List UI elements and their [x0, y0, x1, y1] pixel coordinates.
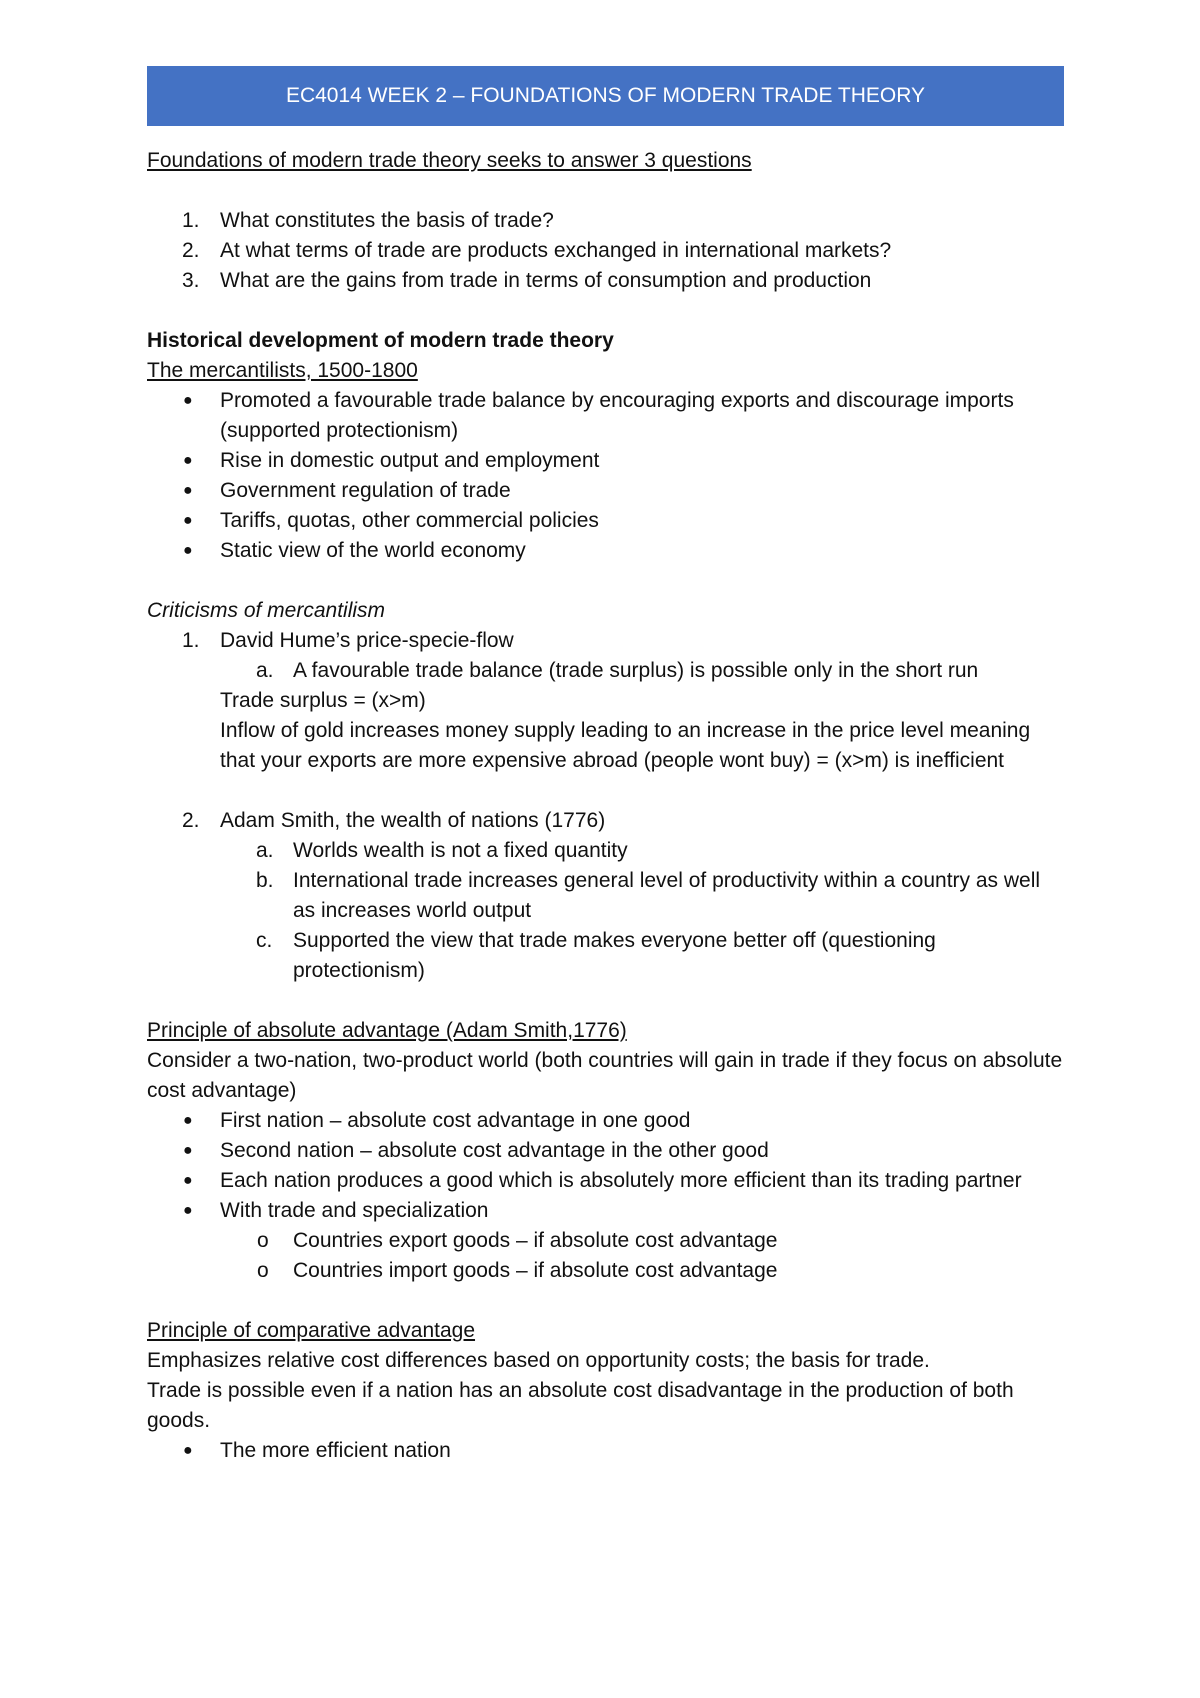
- mercantilist-bullet-5: ● Static view of the world economy: [147, 536, 1067, 566]
- smith-point-b: b. International trade increases general level of productivity within a country as well as increases world output: [147, 866, 1067, 926]
- smith-point-a: a. Worlds wealth is not a fixed quantity: [147, 836, 1067, 866]
- bullet-icon: ●: [183, 512, 193, 529]
- mercantilist-bullet-2: ● Rise in domestic output and employment: [147, 446, 1067, 476]
- trade-surplus-note: Trade surplus = (x>m): [220, 689, 426, 712]
- bullet-icon: ●: [183, 392, 193, 409]
- list-letter: a.: [256, 659, 274, 682]
- question-2: 2. At what terms of trade are products exchanged in international markets?: [147, 236, 1067, 266]
- circle-bullet-icon: o: [257, 1259, 269, 1282]
- bullet-icon: ●: [183, 1202, 193, 1219]
- absolute-bullet-4: ● With trade and specialization: [147, 1196, 1067, 1226]
- comparative-advantage-heading: Principle of comparative advantage: [147, 1319, 476, 1342]
- list-letter: a.: [256, 839, 274, 862]
- absolute-bullet-1: ● First nation – absolute cost advantage in one good: [147, 1106, 1067, 1136]
- absolute-sub-bullet-1: o Countries export goods – if absolute cost advantage: [147, 1226, 1067, 1256]
- list-number: 2.: [182, 239, 200, 262]
- mercantilist-bullet-4: ● Tariffs, quotas, other commercial policies: [147, 506, 1067, 536]
- list-number: 1.: [182, 209, 200, 232]
- bullet-icon: ●: [183, 452, 193, 469]
- bullet-icon: ●: [183, 542, 193, 559]
- absolute-advantage-intro: Consider a two-nation, two-product world (both countries will gain in trade if they focus on absolute cost advantage): [147, 1049, 1063, 1102]
- list-number: 2.: [182, 809, 200, 832]
- smith-point-c: c. Supported the view that trade makes everyone better off (questioning protectionism): [147, 926, 1067, 986]
- smith-item: 2. Adam Smith, the wealth of nations (1776): [147, 806, 1067, 836]
- comparative-text-1: Emphasizes relative cost differences based on opportunity costs; the basis for trade.: [147, 1349, 930, 1372]
- bullet-icon: ●: [183, 1442, 193, 1459]
- absolute-sub-bullet-2: o Countries import goods – if absolute cost advantage: [147, 1256, 1067, 1286]
- gold-inflow-note: Inflow of gold increases money supply leading to an increase in the price level meaning that your exports are more expensive abroad (people wont buy) = (x>m) is inefficient: [220, 719, 1031, 772]
- comparative-text-2: Trade is possible even if a nation has an absolute cost disadvantage in the production of both goods.: [147, 1379, 1014, 1432]
- hume-item: 1. David Hume’s price-specie-flow: [147, 626, 1067, 656]
- bullet-icon: ●: [183, 482, 193, 499]
- absolute-bullet-2: ● Second nation – absolute cost advantage in the other good: [147, 1136, 1067, 1166]
- criticisms-heading: Criticisms of mercantilism: [147, 599, 386, 622]
- absolute-advantage-heading: Principle of absolute advantage (Adam Smith,1776): [147, 1019, 627, 1042]
- list-number: 3.: [182, 269, 200, 292]
- bullet-icon: ●: [183, 1112, 193, 1129]
- list-number: 1.: [182, 629, 200, 652]
- hume-point-a: a. A favourable trade balance (trade surplus) is possible only in the short run: [147, 656, 1067, 686]
- mercantilists-subheading: The mercantilists, 1500-1800: [147, 359, 418, 382]
- comparative-bullet-1: ● The more efficient nation: [147, 1436, 1067, 1466]
- bullet-icon: ●: [183, 1172, 193, 1189]
- mercantilist-bullet-1: ● Promoted a favourable trade balance by encouraging exports and discourage imports (supported protectionism): [147, 386, 1067, 446]
- intro-heading: Foundations of modern trade theory seeks to answer 3 questions: [147, 149, 752, 172]
- absolute-bullet-3: ● Each nation produces a good which is absolutely more efficient than its trading partner: [147, 1166, 1067, 1196]
- document-body: [147, 146, 1067, 1466]
- question-3: 3. What are the gains from trade in terms of consumption and production: [147, 266, 1067, 296]
- list-letter: c.: [256, 929, 273, 952]
- bullet-icon: ●: [183, 1142, 193, 1159]
- list-letter: b.: [256, 869, 274, 892]
- title-banner: EC4014 WEEK 2 – FOUNDATIONS OF MODERN TRADE THEORY: [147, 66, 1064, 126]
- history-heading: Historical development of modern trade theory: [147, 329, 614, 352]
- circle-bullet-icon: o: [257, 1229, 269, 1252]
- mercantilist-bullet-3: ● Government regulation of trade: [147, 476, 1067, 506]
- question-1: 1. What constitutes the basis of trade?: [147, 206, 1067, 236]
